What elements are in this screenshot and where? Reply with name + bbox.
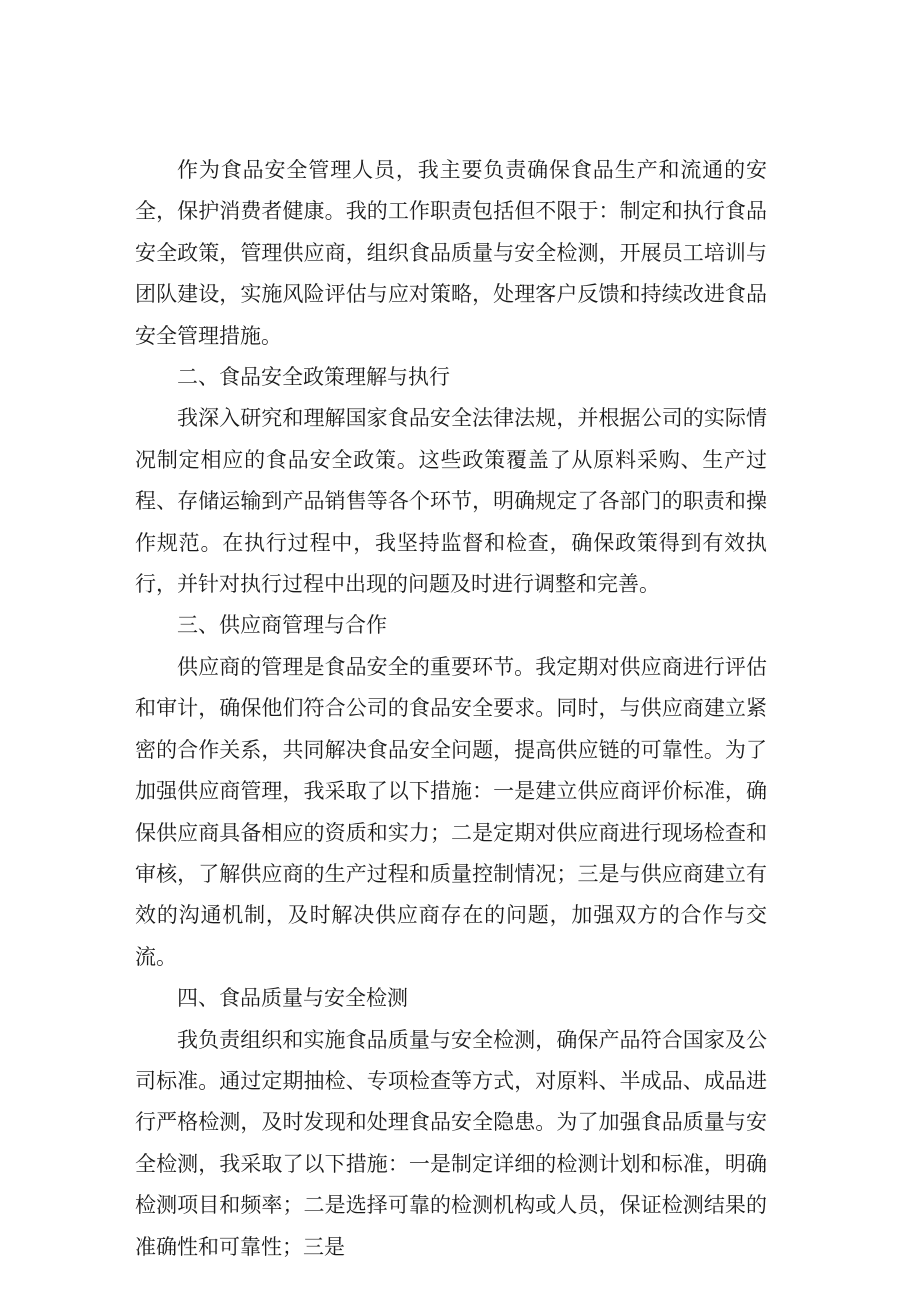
section-2-heading: 二、食品安全政策理解与执行 bbox=[177, 365, 450, 390]
section-2-paragraph: 我深入研究和理解国家食品安全法律法规，并根据公司的实际情况制定相应的食品安全政策。这些政策覆盖了从原料采购、生产过程、存储运输到产品销售等各个环节，明确规定了各部门的职责和操作规范。在执行过程中，我坚持监督和检查，确保政策得到有效执行，并针对执行过程中出现的问题及时进行调整和完善。 bbox=[135, 406, 767, 597]
intro-paragraph: 作为食品安全管理人员，我主要负责确保食品生产和流通的安全，保护消费者健康。我的工作职责包括但不限于：制定和执行食品安全政策，管理供应商，组织食品质量与安全检测，开展员工培训与团队建设，实施风险评估与应对策略，处理客户反馈和持续改进食品安全管理措施。 bbox=[135, 158, 767, 348]
section-4-heading: 四、食品质量与安全检测 bbox=[177, 986, 408, 1011]
section-3-heading: 三、供应商管理与合作 bbox=[177, 613, 387, 638]
section-3-paragraph: 供应商的管理是食品安全的重要环节。我定期对供应商进行评估和审计，确保他们符合公司的食品安全要求。同时，与供应商建立紧密的合作关系，共同解决食品安全问题，提高供应链的可靠性。为了加强供应商管理，我采取了以下措施：一是建立供应商评价标准，确保供应商具备相应的资质和实力；二是定期对供应商进行现场检查和审核，了解供应商的生产过程和质量控制情况；三是与供应商建立有效的沟通机制，及时解决供应商存在的问题，加强双方的合作与交流。 bbox=[135, 654, 767, 969]
section-4-paragraph: 我负责组织和实施食品质量与安全检测，确保产品符合国家及公司标准。通过定期抽检、专项检查等方式，对原料、半成品、成品进行严格检测，及时发现和处理食品安全隐患。为了加强食品质量与安全检测，我采取了以下措施：一是制定详细的检测计划和标准，明确检测项目和频率；二是选择可靠的检测机构或人员，保证检测结果的准确性和可靠性；三是 bbox=[135, 1027, 767, 1259]
document-body bbox=[135, 150, 767, 1268]
